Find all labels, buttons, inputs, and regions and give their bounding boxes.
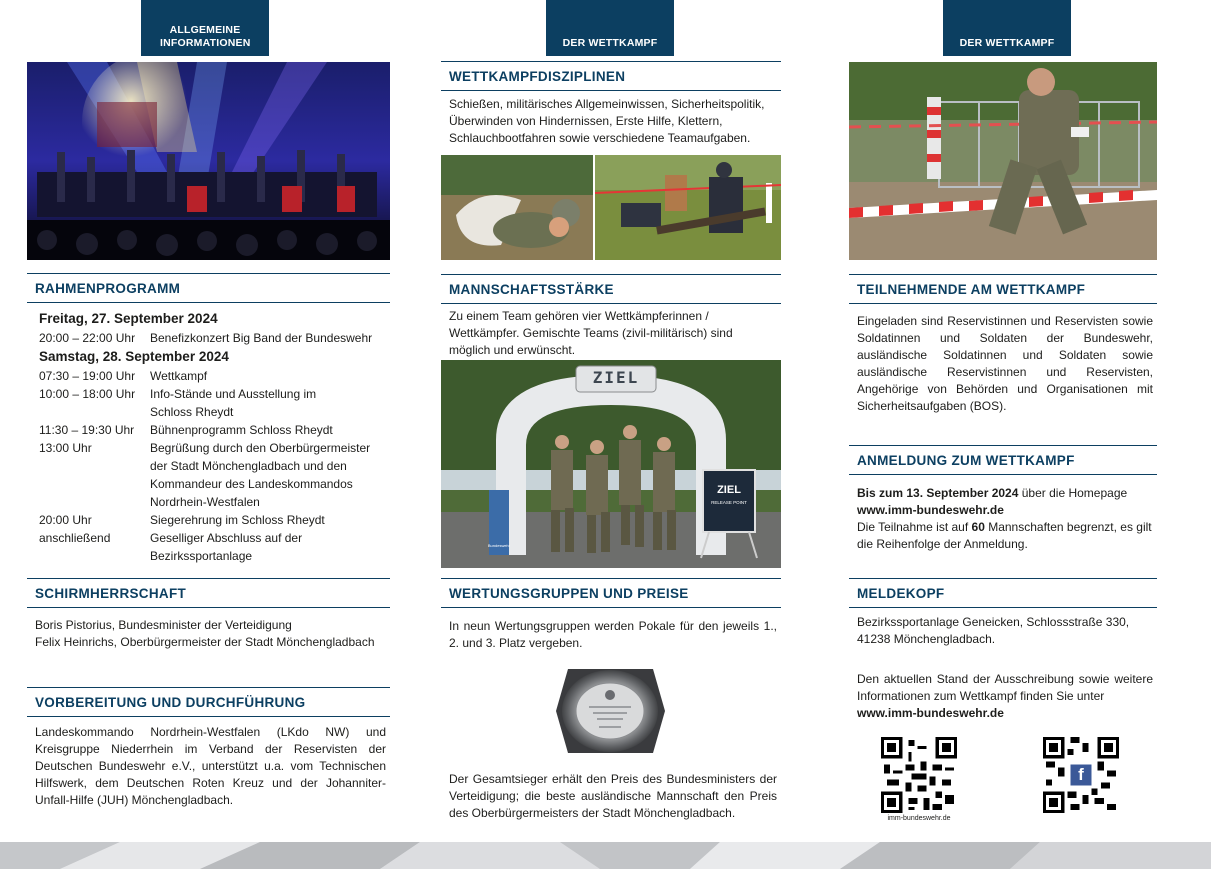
trophy-plate-image <box>553 665 668 757</box>
limit-pre: Die Teilnahme ist auf <box>857 520 972 534</box>
schedule-time: 11:30 – 19:30 Uhr <box>39 423 135 437</box>
sign-sublabel: RELEASE POINT <box>711 500 747 505</box>
heading-rahmenprogramm <box>27 273 390 303</box>
address-line: Bezirkssportanlage Geneicken, Schlossstraße 330, <box>857 615 1130 629</box>
schedule-time: anschließend <box>39 531 111 545</box>
tab-allgemeine-informationen <box>141 0 269 56</box>
arch-label: ZIEL <box>592 368 640 387</box>
schedule-desc: Info-Stände und Ausstellung im Schloss Rheydt <box>150 387 317 419</box>
teilnehmende-text: Eingeladen sind Reservistinnen und Reservisten sowie Soldatinnen und Soldaten der Bundeswehr, ausländische Soldatinnen und Soldaten sowie ausländische Reservistinnen und Reservisten, Angehörige von Behörden und Organisationen mit Sicherheitsaufgaben (BOS). <box>857 314 1153 413</box>
schedule-row <box>39 329 390 347</box>
schedule-time: 07:30 – 19:00 Uhr <box>39 369 136 383</box>
facebook-icon: f <box>1078 765 1084 784</box>
schedule-time: 10:00 – 18:00 Uhr <box>39 387 136 401</box>
concert-photo <box>27 62 390 260</box>
anmeldung-url[interactable]: www.imm-bundeswehr.de <box>857 503 1004 517</box>
schedule-time: 20:00 – 22:00 Uhr <box>39 331 136 345</box>
schedule-desc: Bühnenprogramm Schloss Rheydt <box>150 423 333 437</box>
meldekopf-address <box>857 614 1153 648</box>
qr-code-homepage[interactable] <box>881 737 957 813</box>
schedule-desc: Siegerehrung im Schloss Rheydt <box>150 513 325 527</box>
schedule-time: 13:00 Uhr <box>39 441 92 455</box>
finish-arch-photo <box>441 360 781 568</box>
schedule <box>39 309 390 565</box>
heading-teilnehmende <box>849 274 1157 304</box>
heading-text: MANNSCHAFTSSTÄRKE <box>449 281 614 297</box>
soldier-running-photo <box>849 62 1157 260</box>
wertung-text-2: Der Gesamtsieger erhält den Preis des Bundesministers der Verteidigung; die beste ausländische Mannschaft den Preis des Oberbürgermeisters der Stadt Mönchengladbach. <box>449 772 777 820</box>
limit-post: Mannschaften begrenzt, es gilt die Reihenfolge der Anmeldung. <box>857 520 1152 551</box>
tab-der-wettkampf-1 <box>546 0 674 56</box>
schedule-row <box>39 367 390 385</box>
heading-text: WERTUNGSGRUPPEN UND PREISE <box>449 585 689 601</box>
heading-text: WETTKAMPFDISZIPLINEN <box>449 68 626 84</box>
mannschaft-text: Zu einem Team gehören vier Wettkämpferinnen / Wettkämpfer. Gemischte Teams (zivil-militärisch) sind möglich und erwünscht. <box>449 309 733 357</box>
schedule-day-1: Freitag, 27. September 2024 <box>39 311 218 326</box>
deadline-rest: über die Homepage <box>1018 486 1128 500</box>
tab-label: DER WETTKAMPF <box>562 37 658 49</box>
vorbereitung-text: Landeskommando Nordrhein-Westfalen (LKdo NW) und Kreisgruppe Niederrhein im Verband der Reservisten der Deutschen Bundeswehr e.V., unterstützt u.a. vom Technischen Hilfswerk, dem Deutschen Roten Kreuz und der Johanniter-Unfall-Hilfe (JUH) Mönchengladbach. <box>35 725 386 807</box>
sign-label: ZIEL <box>717 484 741 496</box>
schedule-row <box>39 529 390 565</box>
heading-text: VORBEREITUNG UND DURCHFÜHRUNG <box>35 694 306 710</box>
obstacle-photo <box>441 155 781 260</box>
heading-wettkampfdisziplinen <box>441 61 781 91</box>
info-text: Den aktuellen Stand der Ausschreibung sowie weitere Informationen zum Wettkampf finden Sie unter <box>857 672 1153 703</box>
anmeldung-limit <box>857 519 1153 553</box>
limit-count: 60 <box>971 520 985 534</box>
heading-text: SCHIRMHERRSCHAFT <box>35 585 187 601</box>
anmeldung-text <box>857 485 1153 553</box>
anmeldung-deadline <box>857 485 1153 502</box>
schedule-row <box>39 421 390 439</box>
deadline-date: Bis zum 13. September 2024 <box>857 486 1019 500</box>
schedule-row <box>39 385 390 421</box>
heading-wertungsgruppen <box>441 578 781 608</box>
heading-text: RAHMENPROGRAMM <box>35 280 181 296</box>
qr-code-facebook[interactable] <box>1043 737 1119 813</box>
schedule-desc: Geselliger Abschluss auf der Bezirkssportanlage <box>150 531 303 563</box>
heading-schirmherrschaft <box>27 578 390 608</box>
heading-mannschaftsstaerke <box>441 274 781 304</box>
heading-text: ANMELDUNG ZUM WETTKAMPF <box>857 452 1075 468</box>
schedule-row <box>39 511 390 529</box>
schedule-time: 20:00 Uhr <box>39 513 92 527</box>
tab-label: ALLGEMEINE INFORMATIONEN <box>160 24 251 49</box>
schedule-desc: Begrüßung durch den Oberbürgermeister der Stadt Mönchengladbach und den Kommandeur des Landeskommandos Nordrhein-Westfalen <box>150 441 371 509</box>
schedule-row <box>39 439 390 511</box>
tab-der-wettkampf-2 <box>943 0 1071 56</box>
schirmherrschaft-text <box>35 617 386 651</box>
qr-caption: imm-bundeswehr.de <box>887 815 951 822</box>
address-line: 41238 Mönchengladbach. <box>857 632 996 646</box>
heading-vorbereitung <box>27 687 390 717</box>
schedule-desc: Benefizkonzert Big Band der Bundeswehr <box>150 331 373 345</box>
patron-line: Boris Pistorius, Bundesminister der Verteidigung <box>35 618 292 632</box>
wertung-text-1: In neun Wertungsgruppen werden Pokale für den jeweils 1., 2. und 3. Platz vergeben. <box>449 619 777 650</box>
schedule-day-2: Samstag, 28. September 2024 <box>39 349 229 364</box>
schedule-desc: Wettkampf <box>150 369 208 383</box>
heading-text: TEILNEHMENDE AM WETTKAMPF <box>857 281 1086 297</box>
patron-line: Felix Heinrichs, Oberbürgermeister der Stadt Mönchengladbach <box>35 635 375 649</box>
footer-decoration <box>0 842 1211 869</box>
banner-label: Bundeswehr <box>487 543 511 548</box>
heading-meldekopf <box>849 578 1157 608</box>
heading-anmeldung <box>849 445 1157 475</box>
meldekopf-info <box>857 671 1153 722</box>
heading-text: MELDEKOPF <box>857 585 945 601</box>
info-url[interactable]: www.imm-bundeswehr.de <box>857 706 1004 720</box>
disziplinen-text: Schießen, militärisches Allgemeinwissen, Sicherheitspolitik, Überwinden von Hindernissen, Erste Hilfe, Klettern, Schlauchbootfahren sowie verschiedene Teamaufgaben. <box>449 97 765 145</box>
tab-label: DER WETTKAMPF <box>959 37 1055 49</box>
